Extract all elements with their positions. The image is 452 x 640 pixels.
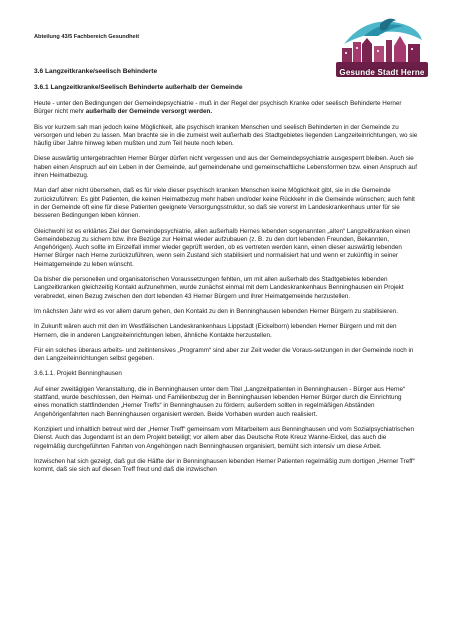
paragraph-2: Bis vor kurzem sah man jedoch keine Möglichkeit, alle psychisch kranken Menschen und seelisch Behinderten in der Gemeinde zu versorgen und leben zu lassen. Man brachte sie in die zumeist weit außerhalb des Stadtgebietes liegenden Langzeiteinrichtungen, wo sie häufig über Jahre hinweg leben mußten und zum Teil heute noch leben. [34, 123, 418, 148]
sub-heading: 3.6.1.1. Projekt Benninghausen [34, 370, 122, 378]
logo-text: Gesunde Stadt Herne [339, 68, 425, 77]
section-heading: 3.6 Langzeitkranke/seelisch Behinderte [34, 68, 158, 75]
paragraph-6: Da bisher die personellen und organisatorischen Voraussetzungen fehlten, um mit allen außerhalb des Stadtgebietes lebenden Langzeitkranken gleichzeitig Kontakt aufzunehmen, wurde zunächst einmal mit dem Landeskrankenhaus Benninghausen ein Projekt verabredet, einen Bezug zwischen den dort lebenden 43 Herner Bürgern und ihrer Heimatgemeinde herzustellen. [34, 276, 404, 300]
subsection-heading: 3.6.1 Langzeitkranke/Seelisch Behinderte außerhalb der Gemeinde [34, 84, 243, 91]
paragraph-1-bold: außerhalb der Gemeinde versorgt werden. [85, 108, 213, 116]
paragraph-9: Für ein solches überaus arbeits- und zeitintensives „Programm“ sind aber zur Zeit weder die Voraus-setzungen in der Gemeinde noch in den Langzeiteinrichtungen selbst gegeben. [34, 346, 414, 363]
paragraph-7: Im nächsten Jahr wird es vor allem darum gehen, den Kontakt zu den in Benninghausen lebenden Herner Bürgern zu stabilisieren. [34, 307, 399, 315]
paragraph-11: Konzipiert und inhaltlich betreut wird der „Herner Treff“ gemeinsam vom Mitarbeitern aus Benninghausen und vom Sozialpsychiatrischen Dienst. Auch das Jugendamt ist an dem Projekt beteiligt; vor allem aber das Deutsche Rote Kreuz Wanne-Eickel, das auch die regelmäßig durchgeführten Fahrten von Angehöngen nach Benninghausen organisiert, bemüht sich intensiv um diese Arbeit. [34, 425, 414, 450]
paragraph-1-text: Heute - unter den Bedingungen der Gemeindepsychiatrie - muß in der Regel der psychisch Kranke oder seelisch Behinderte Herner Bürger nicht mehr [34, 100, 402, 116]
paragraph-12: Inzwischen hat sich gezeigt, daß gut die Hälfte der in Benninghausen lebenden Herner Patienten regelmäßig zum dortigen „Herner Treff“ kommt, daß sie sich auf diesen Treff freut und daß die inzwischen [34, 457, 415, 474]
department-header: Abteilung 43/5 Fachbereich Gesundheit [34, 34, 140, 40]
paragraph-8: In Zukunft wären auch mit den im Westfälischen Landeskrankenhaus Lippstadt (Eickelborn) lebenden Herner Bürgern und mit den Hernern, die in anderen Langzeiteinrichtungen leben, ähnliche Kontakte herzustellen. [34, 323, 397, 339]
paragraph-1 [34, 100, 418, 117]
paragraph-4: Man darf aber nicht übersehen, daß es für viele dieser psychisch kranken Menschen keine Möglichkeit gibt, sie in die Gemeinde zurückzuführen: Es gibt Patienten, die keinen Heimatbezug mehr haben und/oder keine Rückkehr in die Gemeinde wünschen; auch fehlt in der Gemeinde oft eine für diese Patienten geeignete Versorgungsstruktur, so daß sie vorerst im Landeskrankenhaus unter für sie besseren Bedingungen leben können. [34, 187, 415, 220]
paragraph-5: Gleichwohl ist es erklärtes Ziel der Gemeindepsychiatrie, allen außerhalb Hernes lebenden sogenannten „alten“ Langzeitkranken einen Gemeindebezug zu sichern bzw. ihre Bezüge zur Heimat wieder aufzubauen (z. B. zu den dort lebenden Freunden, Bekannten, Angehörigen). Auch sollte im Einzelfall immer wieder geprüft werden, ob es vertreten werden kann, einen dieser auswärtig lebenden Herner Bürger nach Herne zurückzuführen, wenn sein Zustand sich stabilisiert und normalisiert hat und wenn er zukünftig in seiner Heimatgemeinde zu leben wünscht. [34, 227, 411, 268]
main-content [34, 68, 418, 481]
paragraph-3: Diese auswärtig untergebrachten Herner Bürger dürfen nicht vergessen und aus der Gemeindepsychiatrie ausgesperrt bleiben. Auch sie haben einen Anspruch auf ein Leben in der Gemeinde, auf gemeindenahe und gemeinschaftliche Lebensformen bzw. einen Anspruch auf ihren Heimatbezug. [34, 155, 417, 180]
paragraph-10: Auf einer zweitägigen Veranstaltung, die in Benninghausen unter dem Titel „Langzeitpatienten in Benninghausen - Bürger aus Herne“ stattfand, wurde beschlossen, den Heimat- und Familienbezug der in Benninghausen lebenden Herner Bürger durch die Einrichtung eines monatlich stattfindenden „Herner Treffs“ in Benninghausen zu fördern; außerdem sollten in regelmäßigen Abständen Angehörigenfahrten nach Benninghausen organisiert werden. Beide Vorhaben wurden auch realisiert. [34, 385, 406, 418]
